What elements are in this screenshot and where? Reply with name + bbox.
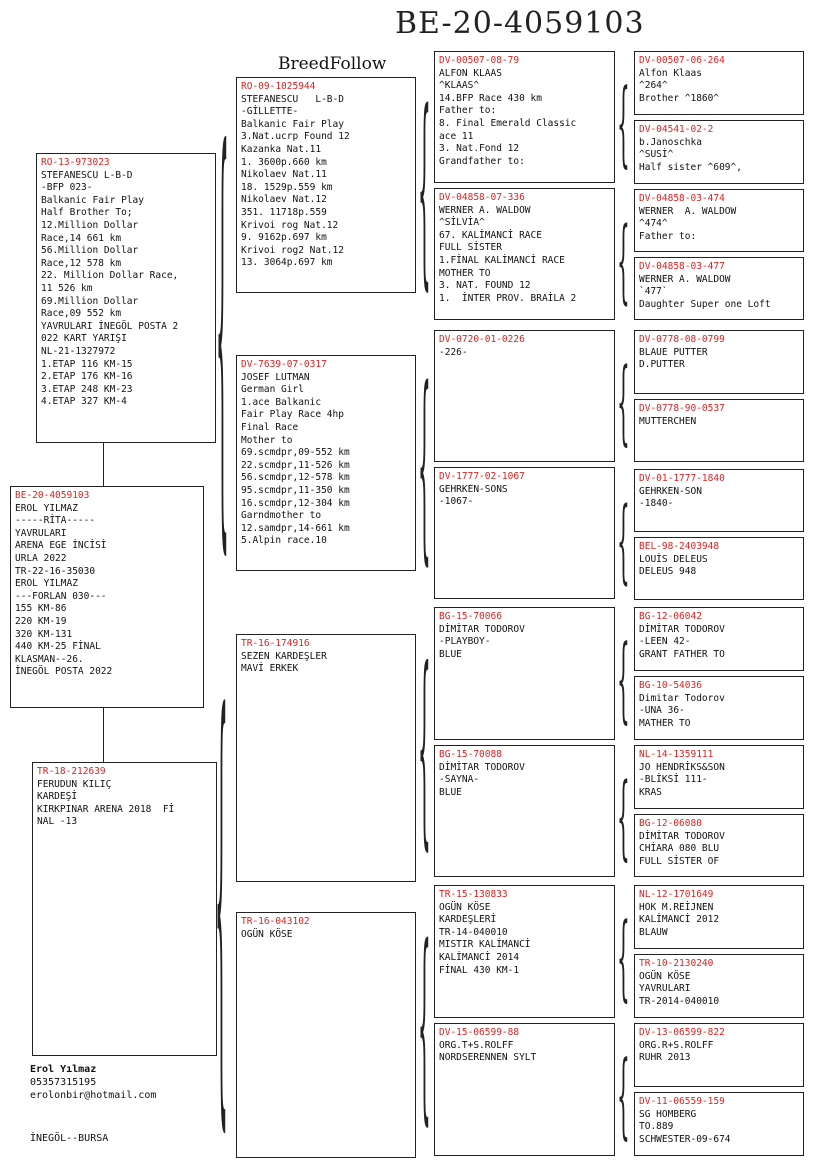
pedigree-text-line: Balkanic Fair Play (41, 194, 144, 206)
ring-number: BE-20-4059103 (15, 490, 90, 501)
ring-number: BG-12-06042 (639, 611, 702, 622)
pedigree-text-line: TO.889 (639, 1121, 674, 1133)
pedigree-text-line: JOSEF LUTMAN (241, 371, 310, 383)
pedigree-text-line: YAVRULARI İNEGÖL POSTA 2 (41, 320, 179, 332)
pedigree-text-line: ---FORLAN 030--- (15, 590, 107, 602)
great-grandparent-card (434, 188, 615, 320)
sire-card (36, 153, 216, 443)
pedigree-text-line: STEFANESCU L-B-D (41, 169, 133, 181)
pedigree-text-line: KIRKPINAR ARENA 2018 Fİ (37, 803, 175, 815)
great-great-grandparent-card (634, 885, 804, 949)
pedigree-text-line: Mother to (241, 434, 293, 446)
pedigree-text-line: TR-2014-040010 (639, 995, 720, 1007)
owner-email: erolonbir@hotmail.com (30, 1090, 157, 1101)
pedigree-text-line: Brother ^1860^ (639, 92, 720, 104)
great-grandparent-card (434, 885, 615, 1018)
pedigree-text-line: 56.Million Dollar (41, 245, 139, 257)
pedigree-text-line: Grandfather to: (439, 155, 525, 167)
pedigree-text-line: ORG.R+S.ROLFF (639, 1039, 714, 1051)
pedigree-text-line: EROL YILMAZ (15, 578, 78, 590)
pedigree-text-line: 1. İNTER PROV. BRAİLA 2 (439, 292, 577, 304)
great-great-grandparent-card (634, 537, 804, 600)
grandparent-card (236, 912, 416, 1158)
ring-number: TR-15-130833 (439, 889, 508, 900)
pedigree-text-line: 3.ETAP 248 KM-23 (41, 383, 133, 395)
pedigree-text-line: 022 KART YARIŞI (41, 333, 127, 345)
ring-number: DV-04541-02-2 (639, 124, 714, 135)
pedigree-text-line: SEZEN KARDEŞLER (241, 650, 327, 662)
pedigree-text-line: Final Race (241, 421, 299, 433)
pedigree-text-line: OGÜN KÖSE (639, 970, 691, 982)
ring-number: DV-15-06599-88 (439, 1027, 520, 1038)
pedigree-text-line: MAVİ ERKEK (241, 663, 299, 675)
great-grandparent-card (434, 745, 615, 877)
pedigree-text-line: ^264^ (639, 80, 668, 92)
ring-number: DV-0720-01-0226 (439, 334, 525, 345)
owner-phone: 05357315195 (30, 1077, 97, 1088)
pedigree-text-line: HOK M.REİJNEN (639, 901, 714, 913)
pedigree-text-line: 5.Alpin race.10 (241, 535, 327, 547)
pedigree-text-line: TR-14-040010 (439, 926, 508, 938)
pedigree-text-line: 67. KALİMANCİ RACE (439, 229, 542, 241)
pedigree-text-line: MISTIR KALİMANCİ (439, 939, 531, 951)
pedigree-text-line: 11 526 km (41, 282, 93, 294)
pedigree-text-line: EROL YILMAZ (15, 502, 78, 514)
great-great-grandparent-card (634, 120, 804, 184)
pedigree-text-line: MATHER TO (639, 717, 691, 729)
pedigree-text-line: -1840- (639, 498, 674, 510)
pedigree-text-line: SG HOMBERG (639, 1108, 697, 1120)
pedigree-text-line: KARDEŞİ (37, 791, 78, 803)
pedigree-text-line: DİMİTAR TODOROV (439, 761, 525, 773)
owner-city: İNEGÖL--BURSA (30, 1133, 109, 1144)
ring-number: NL-14-1359111 (639, 749, 714, 760)
great-great-grandparent-card (634, 607, 804, 671)
pedigree-text-line: ^474^ (639, 218, 668, 230)
pedigree-text-line: -BFP 023- (41, 182, 93, 194)
pedigree-text-line: Half Brother To; (41, 207, 133, 219)
pedigree-text-line: Father to: (639, 230, 697, 242)
pedigree-text-line: NORDSERENNEN SYLT (439, 1052, 537, 1064)
brace-gen3-3: { (617, 484, 630, 595)
ring-number: DV-13-06599-822 (639, 1027, 725, 1038)
great-great-grandparent-card (634, 745, 804, 809)
pedigree-text-line: 3.Nat.ucrp Found 12 (241, 131, 350, 143)
great-grandparent-card (434, 1023, 615, 1156)
pedigree-text-line: ORG.T+S.ROLFF (439, 1039, 514, 1051)
brace-gen2-2: { (418, 619, 431, 871)
pedigree-text-line: NL-21-1327972 (41, 345, 116, 357)
pedigree-text-line: 69.scmdpr,09-552 km (241, 447, 350, 459)
pedigree-text-line: GEHRKEN-SONS (439, 483, 508, 495)
grandparent-card (236, 77, 416, 293)
ring-number: RO-13-973023 (41, 157, 110, 168)
pedigree-text-line: Dimitar Todorov (639, 692, 725, 704)
pedigree-text-line: OGÜN KÖSE (241, 928, 293, 940)
pedigree-text-line: LOUİS DELEUS (639, 553, 708, 565)
pedigree-text-line: 69.Million Dollar (41, 295, 139, 307)
brace-gen2-3: { (418, 897, 431, 1146)
pedigree-text-line: 1.FİNAL KALİMANCİ RACE (439, 254, 565, 266)
pedigree-text-line: Krivoi rog Nat.12 (241, 219, 339, 231)
pedigree-text-line: RUHR 2013 (639, 1052, 691, 1064)
pedigree-text-line: DELEUS 948 (639, 566, 697, 578)
great-great-grandparent-card (634, 189, 804, 252)
pedigree-text-line: -SAYNA- (439, 774, 480, 786)
pedigree-text-line: YAVRULARI (15, 527, 67, 539)
pedigree-text-line: FİNAL 430 KM-1 (439, 964, 520, 976)
ring-number: DV-04858-07-336 (439, 192, 525, 203)
pedigree-text-line: 8. Final Emerald Classic (439, 117, 577, 129)
pedigree-text-line: Race,09 552 km (41, 308, 122, 320)
pedigree-text-line: -LEEN 42- (639, 636, 691, 648)
brace-gen3-1: { (617, 204, 630, 315)
connector-subject-dam (103, 708, 104, 762)
pedigree-text-line: Father to: (439, 105, 497, 117)
subject-pigeon-card (10, 486, 204, 708)
pedigree-text-line: ^SİLVİA^ (439, 217, 485, 229)
pedigree-text-line: ace 11 (439, 130, 474, 142)
pedigree-text-line: Krivoi rog2 Nat.12 (241, 244, 344, 256)
pedigree-text-line: 3. NAT. FOUND 12 (439, 280, 531, 292)
ring-number: DV-0778-08-0799 (639, 334, 725, 345)
pedigree-text-line: Nikolaev Nat.12 (241, 194, 327, 206)
great-great-grandparent-card (634, 1092, 804, 1156)
ring-number: BG-15-70088 (439, 749, 502, 760)
pedigree-text-line: 351. 11718p.559 (241, 206, 327, 218)
brace-gen3-2: { (617, 345, 630, 457)
great-great-grandparent-card (634, 954, 804, 1018)
pedigree-text-line: Race,14 661 km (41, 232, 122, 244)
pedigree-text-line: FERUDUN KILIÇ (37, 778, 112, 790)
ring-number: TR-16-043102 (241, 916, 310, 927)
pedigree-text-line: Daughter Super one Loft (639, 298, 771, 310)
pedigree-text-line: 9. 9162p.697 km (241, 232, 327, 244)
pedigree-text-line: D.PUTTER (639, 359, 685, 371)
pedigree-text-line: 56.scmdpr,12-578 km (241, 472, 350, 484)
ring-number: BEL-98-2403948 (639, 541, 720, 552)
pedigree-text-line: 16.scmdpr,12-304 km (241, 497, 350, 509)
ring-number: DV-01-1777-1840 (639, 473, 725, 484)
ring-number: DV-11-06559-159 (639, 1096, 725, 1107)
owner-name: Erol Yılmaz (30, 1064, 97, 1075)
pedigree-text-line: -1067- (439, 496, 474, 508)
connector-sire-subject (103, 443, 104, 486)
pedigree-text-line: 4.ETAP 327 KM-4 (41, 396, 127, 408)
pedigree-text-line: 13. 3064p.697 km (241, 257, 333, 269)
pedigree-text-line: KALİMANCİ 2014 (439, 951, 520, 963)
pedigree-text-line: -226- (439, 346, 468, 358)
pedigree-text-line: BLAUW (639, 926, 668, 938)
great-great-grandparent-card (634, 469, 804, 532)
pedigree-text-line: STEFANESCU L-B-D (241, 93, 344, 105)
pedigree-text-line: Kazanka Nat.11 (241, 143, 322, 155)
pedigree-text-line: 95.scmdpr,11-350 km (241, 484, 350, 496)
pedigree-text-line: ^KLAAS^ (439, 80, 480, 92)
brace-gen3-5: { (617, 760, 630, 872)
pedigree-text-line: MUTTERCHEN (639, 415, 697, 427)
brand-name: BreedFollow (278, 54, 387, 74)
pedigree-text-line: 440 KM-25 FİNAL (15, 641, 101, 653)
pedigree-text-line: DİMİTAR TODOROV (639, 623, 725, 635)
great-great-grandparent-card (634, 676, 804, 740)
pedigree-text-line: -GİLLETTE- (241, 106, 299, 118)
pedigree-text-line: `477` (639, 286, 668, 298)
great-great-grandparent-card (634, 814, 804, 877)
pedigree-text-line: 22.scmdpr,11-526 km (241, 459, 350, 471)
pedigree-text-line: DİMİTAR TODOROV (639, 830, 725, 842)
grandparent-card (236, 634, 416, 882)
pedigree-text-line: SCHWESTER-09-674 (639, 1133, 731, 1145)
pedigree-text-line: 22. Million Dollar Race, (41, 270, 179, 282)
ring-number: DV-04858-03-474 (639, 193, 725, 204)
pedigree-text-line: KALİMANCİ 2012 (639, 914, 720, 926)
pedigree-text-line: GEHRKEN-SON (639, 485, 702, 497)
pedigree-text-line: 14.BFP Race 430 km (439, 92, 542, 104)
pedigree-text-line: WERNER A. WALDOW (639, 205, 737, 217)
pedigree-text-line: ALFON KLAAS (439, 67, 502, 79)
pedigree-text-line: 220 KM-19 (15, 615, 67, 627)
ring-number: TR-16-174916 (241, 638, 310, 649)
pedigree-text-line: BLUE (439, 648, 462, 660)
pedigree-text-line: ARENA EGE İNCİSİ (15, 540, 107, 552)
pedigree-text-line: b.Janoschka (639, 136, 702, 148)
pedigree-text-line: CHİARA 080 BLU (639, 843, 720, 855)
ring-number: BG-10-54036 (639, 680, 702, 691)
ring-number: DV-00507-06-264 (639, 55, 725, 66)
ring-number: TR-10-2130240 (639, 958, 714, 969)
pedigree-text-line: -----RİTA----- (15, 515, 96, 527)
brace-gen3-0: { (617, 66, 630, 179)
brace-gen2-0: { (418, 62, 431, 311)
great-grandparent-card (434, 330, 615, 462)
ring-number: RO-09-1025944 (241, 81, 316, 92)
pedigree-text-line: 2.ETAP 176 KM-16 (41, 371, 133, 383)
pedigree-text-line: YAVRULARI (639, 983, 691, 995)
pedigree-text-line: German Girl (241, 384, 304, 396)
pedigree-text-line: -PLAYBOY- (439, 636, 491, 648)
great-great-grandparent-card (634, 399, 804, 462)
pedigree-text-line: 18. 1529p.559 km (241, 181, 333, 193)
brace-gen2-1: { (418, 339, 431, 586)
sire-parents-brace: { (216, 49, 229, 596)
pedigree-text-line: 1.ace Balkanic (241, 396, 322, 408)
owner-info (30, 1063, 156, 1102)
pedigree-text-line: URLA 2022 (15, 552, 67, 564)
pedigree-text-line: GRANT FATHER TO (639, 648, 725, 660)
brace-gen3-7: { (617, 1038, 630, 1151)
great-great-grandparent-card (634, 330, 804, 394)
pedigree-text-line: ^SUSİ^ (639, 149, 674, 161)
pedigree-title: BE-20-4059103 (395, 6, 645, 41)
pedigree-text-line: 320 KM-131 (15, 628, 73, 640)
pedigree-text-line: NAL -13 (37, 816, 78, 828)
ring-number: DV-00507-08-79 (439, 55, 520, 66)
great-grandparent-card (434, 467, 615, 599)
grandparent-card (236, 355, 416, 571)
ring-number: DV-04858-03-477 (639, 261, 725, 272)
pedigree-text-line: OGÜN KÖSE (439, 901, 491, 913)
pedigree-text-line: KLASMAN--26. (15, 653, 84, 665)
pedigree-text-line: İNEGÖL POSTA 2022 (15, 666, 113, 678)
ring-number: DV-7639-07-0317 (241, 359, 327, 370)
pedigree-text-line: Half sister ^609^, (639, 161, 742, 173)
ring-number: BG-12-06080 (639, 818, 702, 829)
pedigree-text-line: MOTHER TO (439, 267, 491, 279)
pedigree-text-line: Race,12 578 km (41, 257, 122, 269)
pedigree-text-line: -BLİKSİ 111- (639, 774, 708, 786)
pedigree-text-line: 155 KM-86 (15, 603, 67, 615)
pedigree-text-line: TR-22-16-35030 (15, 565, 96, 577)
pedigree-text-line: Garndmother to (241, 510, 322, 522)
pedigree-text-line: BLAUE PUTTER (639, 346, 708, 358)
pedigree-text-line: FULL SİSTER OF (639, 855, 720, 867)
pedigree-text-line: Alfon Klaas (639, 67, 702, 79)
brace-gen3-6: { (617, 900, 630, 1013)
pedigree-text-line: Nikolaev Nat.11 (241, 169, 327, 181)
pedigree-text-line: Fair Play Race 4hp (241, 409, 344, 421)
great-grandparent-card (434, 607, 615, 740)
brace-gen3-4: { (617, 622, 630, 735)
pedigree-text-line: 3. Nat.Fond 12 (439, 143, 520, 155)
dam-card (32, 762, 217, 1056)
pedigree-text-line: DİMİTAR TODOROV (439, 623, 525, 635)
great-great-grandparent-card (634, 1023, 804, 1087)
great-grandparent-card (434, 51, 615, 183)
pedigree-text-line: WERNER A. WALDOW (639, 273, 731, 285)
pedigree-text-line: Balkanic Fair Play (241, 118, 344, 130)
ring-number: TR-18-212639 (37, 766, 106, 777)
ring-number: DV-0778-90-0537 (639, 403, 725, 414)
pedigree-text-line: WERNER A. WALDOW (439, 204, 531, 216)
pedigree-text-line: JO HENDRİKS&SON (639, 761, 725, 773)
pedigree-text-line: KARDEŞLERİ (439, 914, 497, 926)
pedigree-text-line: 12.samdpr,14-661 km (241, 522, 350, 534)
dam-parents-brace: { (215, 610, 228, 1174)
pedigree-text-line: 12.Million Dollar (41, 219, 139, 231)
pedigree-text-line: 1. 3600p.660 km (241, 156, 327, 168)
pedigree-text-line: FULL SİSTER (439, 242, 502, 254)
great-great-grandparent-card (634, 257, 804, 320)
ring-number: NL-12-1701649 (639, 889, 714, 900)
pedigree-text-line: -UNA 36- (639, 705, 685, 717)
pedigree-text-line: KRAS (639, 786, 662, 798)
pedigree-text-line: BLUE (439, 786, 462, 798)
ring-number: BG-15-70066 (439, 611, 502, 622)
pedigree-text-line: 1.ETAP 116 KM-15 (41, 358, 133, 370)
great-great-grandparent-card (634, 51, 804, 115)
ring-number: DV-1777-02-1067 (439, 471, 525, 482)
